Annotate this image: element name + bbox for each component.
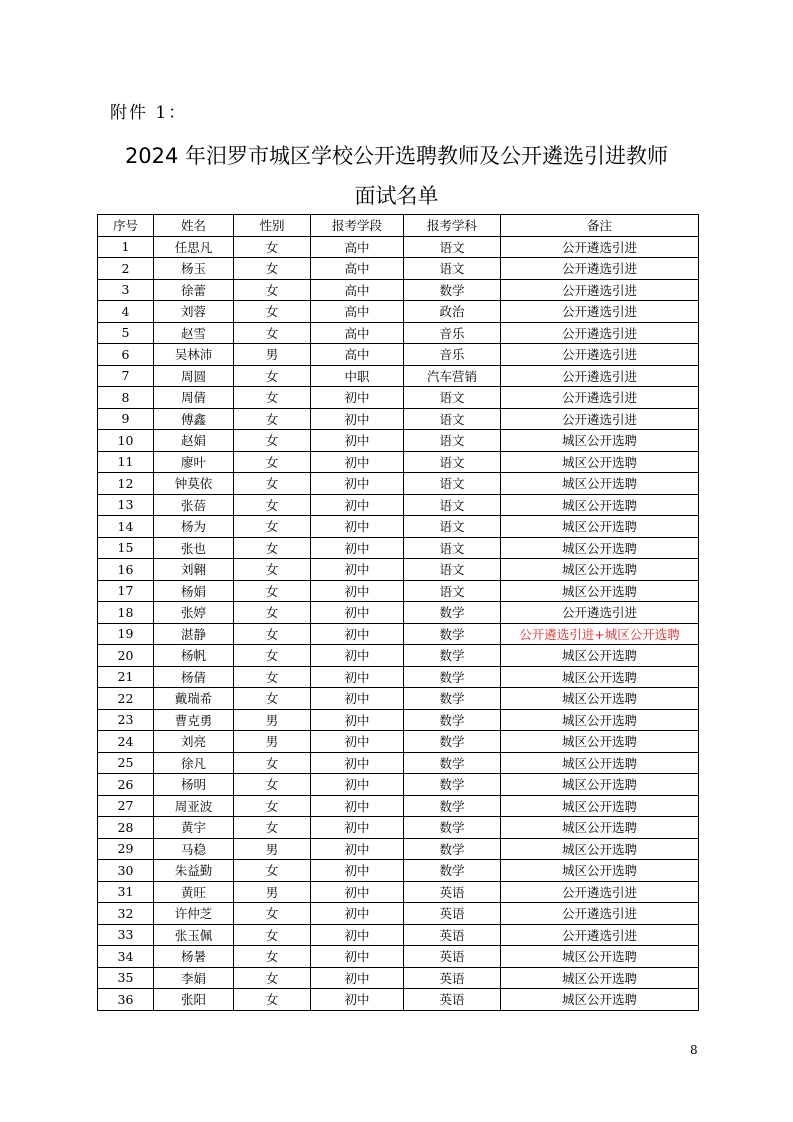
cell-note: 公开遴选引进 [501,408,699,430]
cell-number: 32 [98,903,154,925]
attachment-label: 附件 1： [110,103,188,123]
cell-stage: 高中 [311,279,404,301]
table-row [98,709,699,731]
cell-name: 吴林沛 [154,344,234,366]
cell-number: 20 [98,645,154,667]
table-row [98,881,699,903]
cell-note: 城区公开选聘 [501,580,699,602]
table-row [98,430,699,452]
cell-name: 杨暑 [154,946,234,968]
cell-name: 黄旺 [154,881,234,903]
cell-gender: 女 [234,774,311,796]
cell-number: 34 [98,946,154,968]
cell-number: 26 [98,774,154,796]
cell-subject: 数学 [404,731,501,753]
cell-note: 公开遴选引进 [501,387,699,409]
table-row [98,967,699,989]
table-row [98,817,699,839]
cell-number: 9 [98,408,154,430]
table-row [98,623,699,645]
cell-gender: 女 [234,752,311,774]
cell-name: 许仲芝 [154,903,234,925]
cell-note: 城区公开选聘 [501,731,699,753]
cell-note: 城区公开选聘 [501,817,699,839]
cell-subject: 语文 [404,580,501,602]
cell-gender: 女 [234,989,311,1011]
table-row [98,602,699,624]
table-row [98,731,699,753]
cell-note: 公开遴选引进 [501,279,699,301]
cell-stage: 初中 [311,688,404,710]
cell-gender: 女 [234,580,311,602]
cell-subject: 数学 [404,623,501,645]
table-row [98,946,699,968]
cell-number: 5 [98,322,154,344]
cell-subject: 语文 [404,236,501,258]
table-body [98,236,699,1010]
cell-note: 城区公开选聘 [501,989,699,1011]
cell-gender: 女 [234,860,311,882]
cell-name: 周亚波 [154,795,234,817]
cell-note: 城区公开选聘 [501,946,699,968]
cell-subject: 语文 [404,387,501,409]
table-row [98,537,699,559]
cell-gender: 女 [234,795,311,817]
cell-note: 公开遴选引进 [501,903,699,925]
cell-subject: 英语 [404,881,501,903]
cell-stage: 初中 [311,602,404,624]
page-subtitle: 面试名单 [354,184,439,208]
cell-number: 27 [98,795,154,817]
cell-gender: 男 [234,709,311,731]
table-header-row [98,215,699,237]
cell-note: 公开遴选引进 [501,258,699,280]
cell-name: 杨倩 [154,666,234,688]
cell-stage: 初中 [311,623,404,645]
cell-subject: 英语 [404,924,501,946]
cell-name: 刘翱 [154,559,234,581]
table-row [98,666,699,688]
cell-note: 公开遴选引进 [501,881,699,903]
cell-name: 李娟 [154,967,234,989]
cell-stage: 初中 [311,731,404,753]
cell-subject: 数学 [404,645,501,667]
cell-note: 公开遴选引进+城区公开选聘 [501,623,699,645]
cell-name: 张玉佩 [154,924,234,946]
cell-note: 城区公开选聘 [501,709,699,731]
cell-stage: 初中 [311,946,404,968]
cell-subject: 汽车营销 [404,365,501,387]
cell-gender: 女 [234,494,311,516]
cell-gender: 女 [234,666,311,688]
table-row [98,451,699,473]
cell-gender: 女 [234,537,311,559]
cell-subject: 语文 [404,516,501,538]
cell-stage: 高中 [311,301,404,323]
cell-note: 城区公开选聘 [501,516,699,538]
header-stage: 报考学段 [311,215,404,237]
cell-gender: 女 [234,365,311,387]
cell-name: 周圆 [154,365,234,387]
cell-gender: 女 [234,387,311,409]
cell-note: 城区公开选聘 [501,774,699,796]
cell-note: 城区公开选聘 [501,752,699,774]
table-row [98,688,699,710]
cell-subject: 数学 [404,838,501,860]
table-row [98,559,699,581]
cell-stage: 初中 [311,967,404,989]
cell-number: 24 [98,731,154,753]
cell-gender: 男 [234,344,311,366]
cell-stage: 初中 [311,580,404,602]
table-row [98,924,699,946]
cell-subject: 英语 [404,967,501,989]
header-name: 姓名 [154,215,234,237]
cell-number: 3 [98,279,154,301]
cell-gender: 女 [234,559,311,581]
cell-gender: 女 [234,473,311,495]
cell-note: 公开遴选引进 [501,924,699,946]
cell-subject: 英语 [404,989,501,1011]
cell-subject: 音乐 [404,344,501,366]
cell-number: 22 [98,688,154,710]
cell-note: 城区公开选聘 [501,967,699,989]
table-row [98,580,699,602]
cell-gender: 男 [234,838,311,860]
cell-stage: 初中 [311,451,404,473]
cell-subject: 数学 [404,817,501,839]
table-row [98,516,699,538]
table-row [98,774,699,796]
cell-name: 徐凡 [154,752,234,774]
cell-number: 15 [98,537,154,559]
cell-gender: 女 [234,817,311,839]
cell-number: 33 [98,924,154,946]
cell-note: 城区公开选聘 [501,451,699,473]
cell-name: 任思凡 [154,236,234,258]
cell-name: 刘亮 [154,731,234,753]
cell-subject: 语文 [404,430,501,452]
cell-number: 18 [98,602,154,624]
cell-stage: 初中 [311,881,404,903]
cell-note: 公开遴选引进 [501,322,699,344]
cell-stage: 初中 [311,774,404,796]
cell-name: 廖叶 [154,451,234,473]
table-row [98,387,699,409]
cell-stage: 初中 [311,752,404,774]
cell-name: 傅鑫 [154,408,234,430]
cell-stage: 初中 [311,838,404,860]
table-row [98,365,699,387]
cell-subject: 数学 [404,795,501,817]
cell-name: 赵娟 [154,430,234,452]
cell-note: 公开遴选引进 [501,602,699,624]
cell-number: 16 [98,559,154,581]
cell-name: 张阳 [154,989,234,1011]
cell-number: 28 [98,817,154,839]
cell-stage: 初中 [311,559,404,581]
cell-note: 公开遴选引进 [501,365,699,387]
header-subject: 报考学科 [404,215,501,237]
table-row [98,860,699,882]
cell-subject: 数学 [404,688,501,710]
cell-number: 12 [98,473,154,495]
table-row [98,408,699,430]
cell-number: 8 [98,387,154,409]
table-row [98,752,699,774]
cell-subject: 数学 [404,752,501,774]
cell-subject: 语文 [404,408,501,430]
cell-name: 刘蓉 [154,301,234,323]
cell-name: 钟莫依 [154,473,234,495]
cell-name: 杨为 [154,516,234,538]
cell-number: 7 [98,365,154,387]
cell-number: 13 [98,494,154,516]
cell-subject: 语文 [404,494,501,516]
table-row [98,279,699,301]
cell-stage: 高中 [311,236,404,258]
interview-roster-table [97,214,699,1011]
page-title: 2024 年汨罗市城区学校公开选聘教师及公开遴选引进教师 [124,144,669,168]
cell-note: 公开遴选引进 [501,344,699,366]
cell-name: 张婷 [154,602,234,624]
cell-number: 19 [98,623,154,645]
cell-name: 曹克勇 [154,709,234,731]
cell-gender: 男 [234,881,311,903]
cell-gender: 女 [234,602,311,624]
cell-gender: 女 [234,645,311,667]
cell-subject: 数学 [404,709,501,731]
cell-name: 张也 [154,537,234,559]
header-gender: 性别 [234,215,311,237]
cell-subject: 数学 [404,774,501,796]
cell-number: 35 [98,967,154,989]
header-number: 序号 [98,215,154,237]
cell-name: 湛静 [154,623,234,645]
cell-stage: 初中 [311,860,404,882]
cell-note: 城区公开选聘 [501,473,699,495]
cell-number: 30 [98,860,154,882]
cell-subject: 政治 [404,301,501,323]
cell-note: 城区公开选聘 [501,645,699,667]
cell-stage: 初中 [311,494,404,516]
cell-name: 张蓓 [154,494,234,516]
cell-name: 戴瑞希 [154,688,234,710]
cell-note: 城区公开选聘 [501,537,699,559]
cell-note: 城区公开选聘 [501,795,699,817]
cell-stage: 初中 [311,989,404,1011]
table-row [98,258,699,280]
cell-number: 6 [98,344,154,366]
cell-stage: 中职 [311,365,404,387]
table-row [98,494,699,516]
cell-number: 29 [98,838,154,860]
cell-gender: 女 [234,946,311,968]
cell-note: 公开遴选引进 [501,236,699,258]
cell-gender: 女 [234,688,311,710]
page-number: 8 [690,1043,698,1057]
table-row [98,838,699,860]
cell-subject: 语文 [404,473,501,495]
cell-number: 21 [98,666,154,688]
cell-number: 36 [98,989,154,1011]
cell-subject: 数学 [404,279,501,301]
cell-name: 马稳 [154,838,234,860]
cell-stage: 初中 [311,924,404,946]
cell-gender: 女 [234,924,311,946]
cell-gender: 女 [234,258,311,280]
cell-gender: 女 [234,408,311,430]
cell-subject: 音乐 [404,322,501,344]
cell-number: 17 [98,580,154,602]
cell-name: 杨明 [154,774,234,796]
cell-name: 朱益勤 [154,860,234,882]
cell-number: 11 [98,451,154,473]
cell-gender: 女 [234,967,311,989]
cell-gender: 女 [234,451,311,473]
cell-name: 周倩 [154,387,234,409]
cell-number: 14 [98,516,154,538]
cell-subject: 语文 [404,537,501,559]
cell-subject: 英语 [404,946,501,968]
cell-name: 徐蕾 [154,279,234,301]
cell-note: 城区公开选聘 [501,688,699,710]
table-row [98,795,699,817]
cell-note: 城区公开选聘 [501,838,699,860]
cell-number: 23 [98,709,154,731]
cell-note: 城区公开选聘 [501,430,699,452]
table-row [98,645,699,667]
cell-stage: 初中 [311,795,404,817]
cell-stage: 初中 [311,817,404,839]
cell-number: 10 [98,430,154,452]
cell-stage: 初中 [311,666,404,688]
header-note: 备注 [501,215,699,237]
cell-name: 杨玉 [154,258,234,280]
cell-gender: 女 [234,322,311,344]
cell-note: 公开遴选引进 [501,301,699,323]
table-row [98,322,699,344]
cell-subject: 数学 [404,666,501,688]
cell-name: 赵雪 [154,322,234,344]
cell-name: 杨帆 [154,645,234,667]
cell-stage: 初中 [311,473,404,495]
cell-gender: 女 [234,430,311,452]
cell-gender: 女 [234,516,311,538]
cell-name: 黄宇 [154,817,234,839]
cell-number: 31 [98,881,154,903]
cell-subject: 语文 [404,559,501,581]
cell-note: 城区公开选聘 [501,559,699,581]
cell-stage: 高中 [311,344,404,366]
cell-subject: 语文 [404,451,501,473]
cell-gender: 女 [234,301,311,323]
cell-subject: 语文 [404,258,501,280]
cell-gender: 女 [234,279,311,301]
cell-stage: 初中 [311,408,404,430]
cell-stage: 高中 [311,322,404,344]
table-row [98,989,699,1011]
cell-subject: 数学 [404,602,501,624]
cell-number: 1 [98,236,154,258]
cell-gender: 女 [234,236,311,258]
cell-note: 城区公开选聘 [501,494,699,516]
cell-stage: 高中 [311,258,404,280]
table-row [98,344,699,366]
cell-stage: 初中 [311,430,404,452]
cell-number: 4 [98,301,154,323]
cell-gender: 女 [234,623,311,645]
cell-stage: 初中 [311,709,404,731]
table-row [98,473,699,495]
cell-stage: 初中 [311,645,404,667]
cell-stage: 初中 [311,387,404,409]
cell-number: 25 [98,752,154,774]
cell-stage: 初中 [311,903,404,925]
table-row [98,903,699,925]
table-row [98,301,699,323]
table-row [98,236,699,258]
cell-subject: 数学 [404,860,501,882]
cell-gender: 男 [234,731,311,753]
cell-name: 杨娟 [154,580,234,602]
cell-subject: 英语 [404,903,501,925]
cell-number: 2 [98,258,154,280]
cell-stage: 初中 [311,537,404,559]
cell-note: 城区公开选聘 [501,860,699,882]
cell-gender: 女 [234,903,311,925]
cell-note: 城区公开选聘 [501,666,699,688]
cell-stage: 初中 [311,516,404,538]
